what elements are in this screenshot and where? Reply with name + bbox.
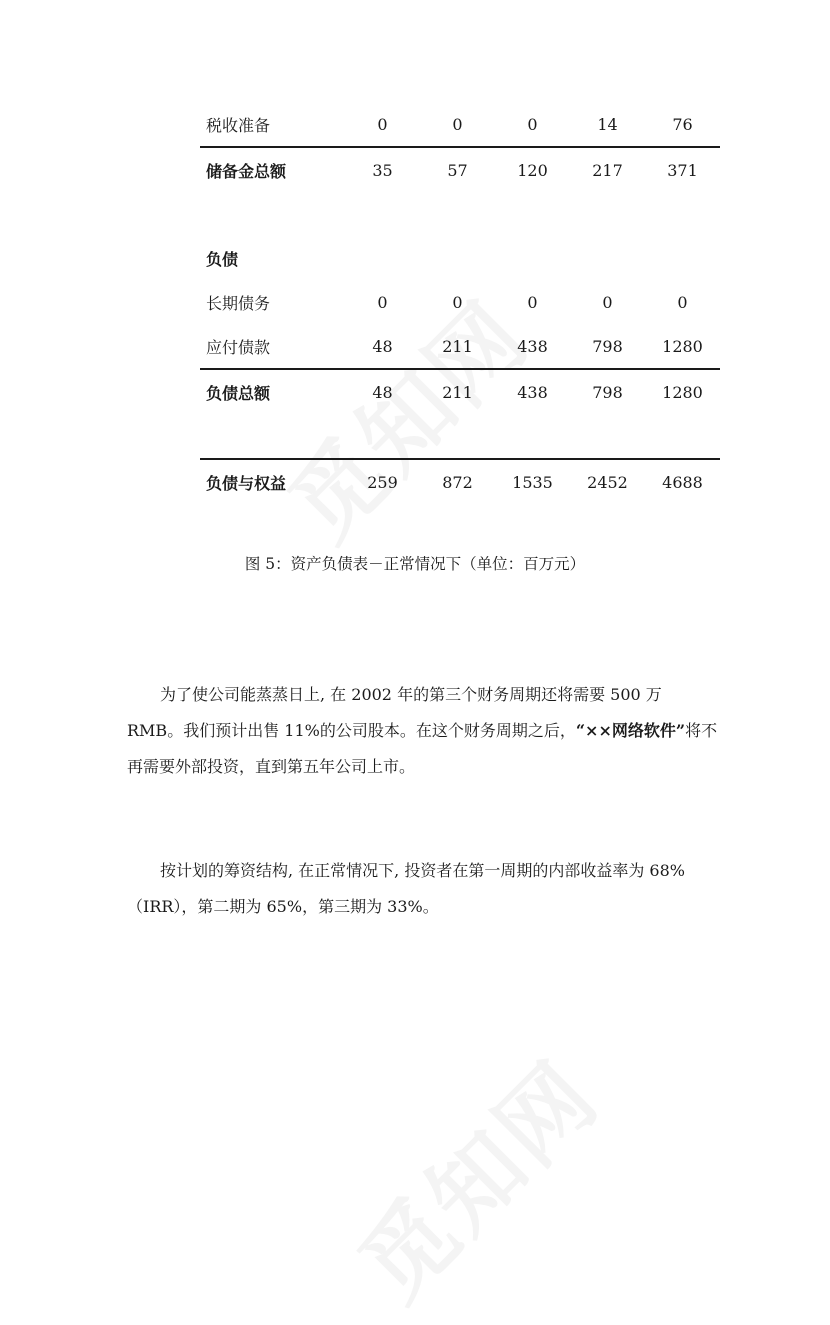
row-label: 税收准备 [206,115,271,135]
table-cell: 14 [597,114,618,134]
table-cell: 371 [667,160,698,180]
balance-sheet-table [200,102,720,504]
table-cell: 872 [442,472,473,492]
table-cell: 798 [592,336,623,356]
paragraph-text: 将不再需要外部投资，直到第五年公司上市。 [127,721,718,776]
row-label: 负债与权益 [206,473,287,493]
paragraph-text: 按计划的筹资结构, 在正常情况下, 投资者在第一周期的内部收益率为 68%（IRR），第二期为 65%，第三期为 33%。 [127,861,685,916]
table-cell: 1280 [662,336,703,356]
row-label: 长期债务 [206,293,271,313]
table-cell: 57 [447,160,468,180]
table-row [200,102,720,146]
table-cell: 35 [372,160,393,180]
table-cell: 0 [452,292,463,312]
table-cell: 4688 [662,472,703,492]
paragraph [127,677,723,785]
table-row-total [200,458,720,504]
table-cell: 120 [517,160,548,180]
paragraph [127,853,723,925]
table-cell: 0 [452,114,463,134]
table-row [200,324,720,368]
spacer [200,414,720,458]
table-cell: 76 [672,114,693,134]
table-cell: 0 [527,292,538,312]
table-row-total [200,146,720,192]
table-cell: 0 [377,114,388,134]
table-cell: 1535 [512,472,553,492]
row-label: 应付债款 [206,337,271,357]
section-heading-row [200,236,720,280]
table-cell: 438 [517,336,548,356]
watermark [326,1028,623,1325]
table-cell: 0 [602,292,613,312]
section-heading: 负债 [206,249,239,269]
table-cell: 1280 [662,382,703,402]
table-cell: 48 [372,336,393,356]
table-cell: 798 [592,382,623,402]
figure-caption: 图 5：资产负债表－正常情况下（单位：百万元） [244,555,586,573]
table-cell: 48 [372,382,393,402]
table-row [200,280,720,324]
paragraph-text: 为了使公司能蒸蒸日上, 在 2002 年的第三个财务周期还将需要 500 万 RMB。我们预计出售 11%的公司股本。在这个财务周期之后， [127,685,662,740]
table-cell: 0 [677,292,688,312]
table-cell: 217 [592,160,623,180]
company-name-highlight: “××网络软件” [575,721,686,740]
table-cell: 2452 [587,472,628,492]
row-label: 储备金总额 [206,161,287,181]
table-row-total [200,368,720,414]
table-cell: 0 [377,292,388,312]
table-cell: 211 [442,336,473,356]
table-cell: 0 [527,114,538,134]
table-cell: 259 [367,472,398,492]
table-cell: 211 [442,382,473,402]
row-label: 负债总额 [206,383,271,403]
spacer [200,192,720,236]
table-cell: 438 [517,382,548,402]
